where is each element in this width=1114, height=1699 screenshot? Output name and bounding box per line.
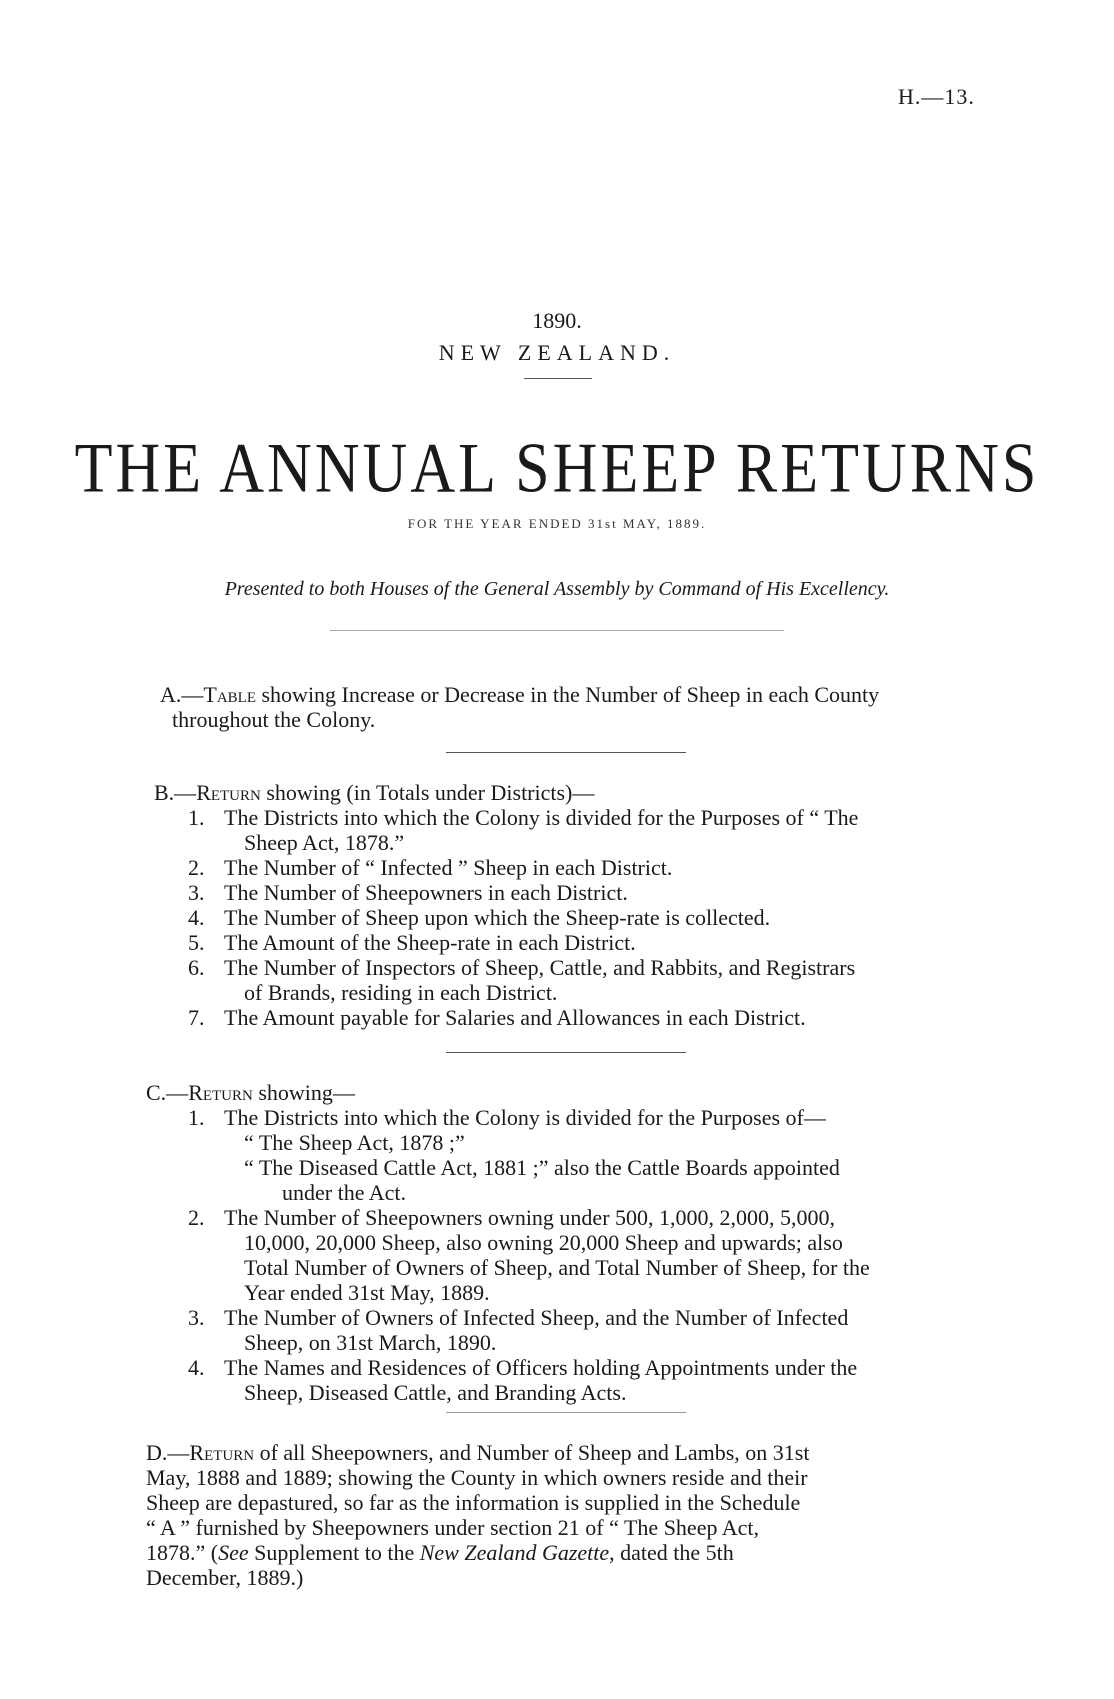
document-reference: H.—13.: [898, 84, 975, 109]
country: NEW ZEALAND.: [438, 340, 676, 365]
divider: [446, 1412, 686, 1413]
section-text: showing (in Totals under Districts)—: [260, 780, 595, 805]
section-label: A.—: [160, 682, 204, 707]
item-text: under the Act.: [282, 1180, 407, 1205]
item-number: 2.: [188, 855, 205, 880]
item-number: 2.: [188, 1205, 205, 1230]
document-title: THE ANNUAL SHEEP RETURNS: [74, 429, 1040, 508]
section-text: of all Sheepowners, and Number of Sheep and Lambs, on 31st: [254, 1440, 810, 1465]
item-number: 1.: [188, 1105, 205, 1130]
divider: [446, 1052, 686, 1053]
item-text: The Number of “ Infected ” Sheep in each District.: [224, 855, 673, 880]
item-text: The Amount payable for Salaries and Allowances in each District.: [224, 1005, 806, 1030]
section-text: showing Increase or Decrease in the Number of Sheep in each County: [256, 682, 880, 707]
item-number: 4.: [188, 1355, 205, 1380]
section-text: December, 1889.): [146, 1565, 304, 1590]
section-label: D.—: [146, 1440, 190, 1465]
item-number: 5.: [188, 930, 205, 955]
section-text: Sheep are depastured, so far as the information is supplied in the Schedule: [146, 1490, 801, 1515]
document-subtitle: FOR THE YEAR ENDED 31st MAY, 1889.: [407, 516, 707, 531]
item-text: The Districts into which the Colony is divided for the Purposes of “ The: [224, 805, 859, 830]
item-number: 3.: [188, 880, 205, 905]
section-d-line-5: [146, 1540, 734, 1565]
section-text-italic: See: [218, 1540, 249, 1565]
section-text: showing—: [252, 1080, 355, 1105]
item-number: 4.: [188, 905, 205, 930]
section-c-first-line: [146, 1080, 355, 1105]
item-text: The Districts into which the Colony is divided for the Purposes of—: [224, 1105, 826, 1130]
item-text: “ The Sheep Act, 1878 ;”: [244, 1130, 465, 1155]
section-d-first-line: [146, 1440, 809, 1465]
section-label: C.—: [146, 1080, 189, 1105]
item-number: 3.: [188, 1305, 205, 1330]
section-text: Supplement to the: [248, 1540, 420, 1565]
item-text: Sheep Act, 1878.”: [244, 830, 405, 855]
section-kind: Return: [189, 1440, 255, 1465]
item-number: 1.: [188, 805, 205, 830]
divider: [524, 378, 592, 379]
item-text: Sheep, on 31st March, 1890.: [244, 1330, 497, 1355]
item-number: 7.: [188, 1005, 205, 1030]
section-text: “ A ” furnished by Sheepowners under section 21 of “ The Sheep Act,: [146, 1515, 760, 1540]
year: 1890.: [532, 308, 582, 333]
divider: [330, 630, 784, 631]
item-text: Year ended 31st May, 1889.: [244, 1280, 490, 1305]
section-b-first-line: [154, 780, 594, 805]
item-text: of Brands, residing in each District.: [244, 980, 558, 1005]
item-text: The Number of Sheep upon which the Sheep-rate is collected.: [224, 905, 771, 930]
item-text: 10,000, 20,000 Sheep, also owning 20,000 Sheep and upwards; also: [244, 1230, 843, 1255]
item-text: The Names and Residences of Officers holding Appointments under the: [224, 1355, 858, 1380]
item-text: Total Number of Owners of Sheep, and Total Number of Sheep, for the: [244, 1255, 870, 1280]
section-kind: Return: [196, 780, 261, 805]
divider: [446, 752, 686, 753]
section-text: , dated the 5th: [609, 1540, 734, 1565]
item-text: The Amount of the Sheep-rate in each District.: [224, 930, 636, 955]
section-text: throughout the Colony.: [172, 707, 376, 732]
item-text: The Number of Sheepowners in each District.: [224, 880, 628, 905]
section-kind: Table: [203, 682, 256, 707]
item-text: The Number of Inspectors of Sheep, Cattle, and Rabbits, and Registrars: [224, 955, 856, 980]
section-kind: Return: [188, 1080, 253, 1105]
item-text: The Number of Sheepowners owning under 500, 1,000, 2,000, 5,000,: [224, 1205, 836, 1230]
item-text: “ The Diseased Cattle Act, 1881 ;” also the Cattle Boards appointed: [244, 1155, 840, 1180]
section-text: May, 1888 and 1889; showing the County in which owners reside and their: [146, 1465, 808, 1490]
item-text: The Number of Owners of Infected Sheep, and the Number of Infected: [224, 1305, 849, 1330]
section-label: B.—: [154, 780, 197, 805]
section-a-first-line: [160, 682, 879, 707]
item-number: 6.: [188, 955, 205, 980]
gazette-title: New Zealand Gazette: [419, 1540, 610, 1565]
section-text: 1878.” (: [146, 1540, 219, 1565]
item-text: Sheep, Diseased Cattle, and Branding Acts.: [244, 1380, 627, 1405]
presented-line: Presented to both Houses of the General Assembly by Command of His Excellency.: [224, 578, 890, 600]
